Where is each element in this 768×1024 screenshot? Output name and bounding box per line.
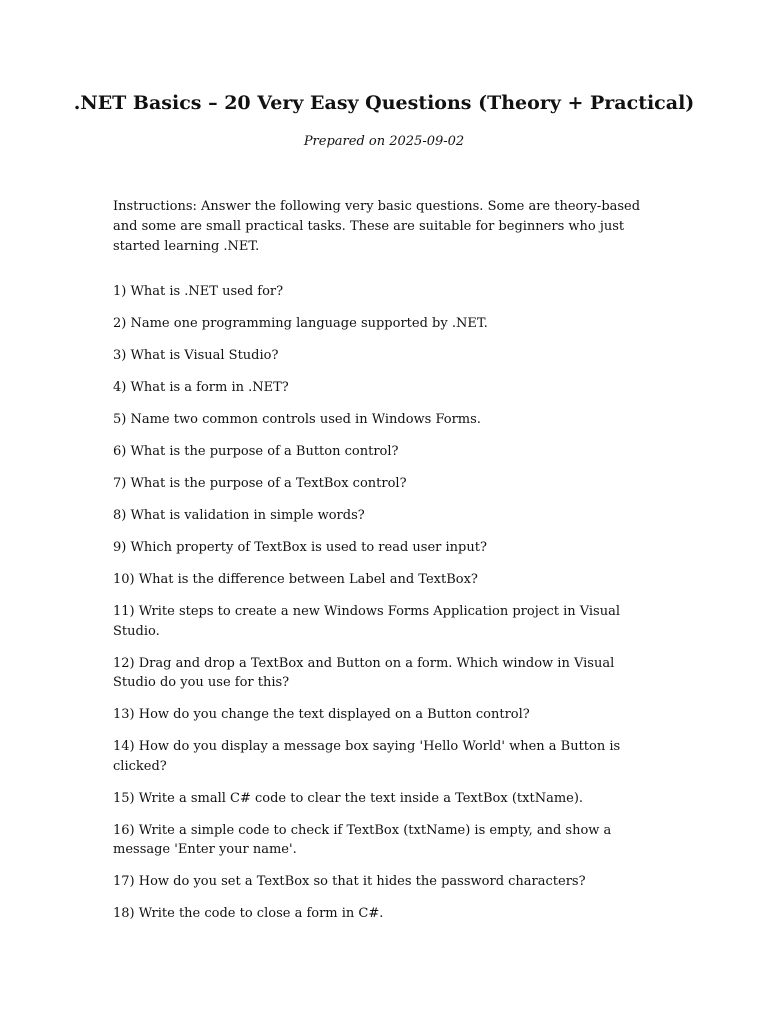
question-item: 2) Name one programming language supported by .NET. <box>113 316 488 331</box>
question-item: 7) What is the purpose of a TextBox control? <box>113 476 407 491</box>
question-item: 17) How do you set a TextBox so that it hides the password characters? <box>113 874 586 889</box>
question-item: 4) What is a form in .NET? <box>113 380 289 395</box>
question-item: 5) Name two common controls used in Windows Forms. <box>113 412 481 427</box>
question-item: 16) Write a simple code to check if TextBox (txtName) is empty, and show a message 'Enter your name'. <box>113 822 612 857</box>
question-item: 6) What is the purpose of a Button control? <box>113 444 399 459</box>
question-item: 13) How do you change the text displayed on a Button control? <box>113 707 530 722</box>
question-item: 10) What is the difference between Label and TextBox? <box>113 572 478 587</box>
question-item: 9) Which property of TextBox is used to read user input? <box>113 540 487 555</box>
document-title: .NET Basics – 20 Very Easy Questions (Theory + Practical) <box>73 92 695 114</box>
instructions-paragraph: Instructions: Answer the following very basic questions. Some are theory-based and some are small practical tasks. These are suitable for beginners who just started learning .NET. <box>113 199 641 254</box>
question-item: 1) What is .NET used for? <box>113 284 284 299</box>
question-item: 14) How do you display a message box saying 'Hello World' when a Button is clicked? <box>113 739 621 774</box>
question-item: 18) Write the code to close a form in C#. <box>113 906 384 921</box>
question-item: 12) Drag and drop a TextBox and Button on a form. Which window in Visual Studio do you use for this? <box>113 655 615 690</box>
question-item: 8) What is validation in simple words? <box>113 508 365 523</box>
question-item: 3) What is Visual Studio? <box>113 348 279 363</box>
question-item: 15) Write a small C# code to clear the text inside a TextBox (txtName). <box>113 790 584 806</box>
question-list <box>113 282 658 936</box>
document-date: Prepared on 2025-09-02 <box>303 134 465 149</box>
question-item: 11) Write steps to create a new Windows Forms Application project in Visual Studio. <box>113 604 621 639</box>
